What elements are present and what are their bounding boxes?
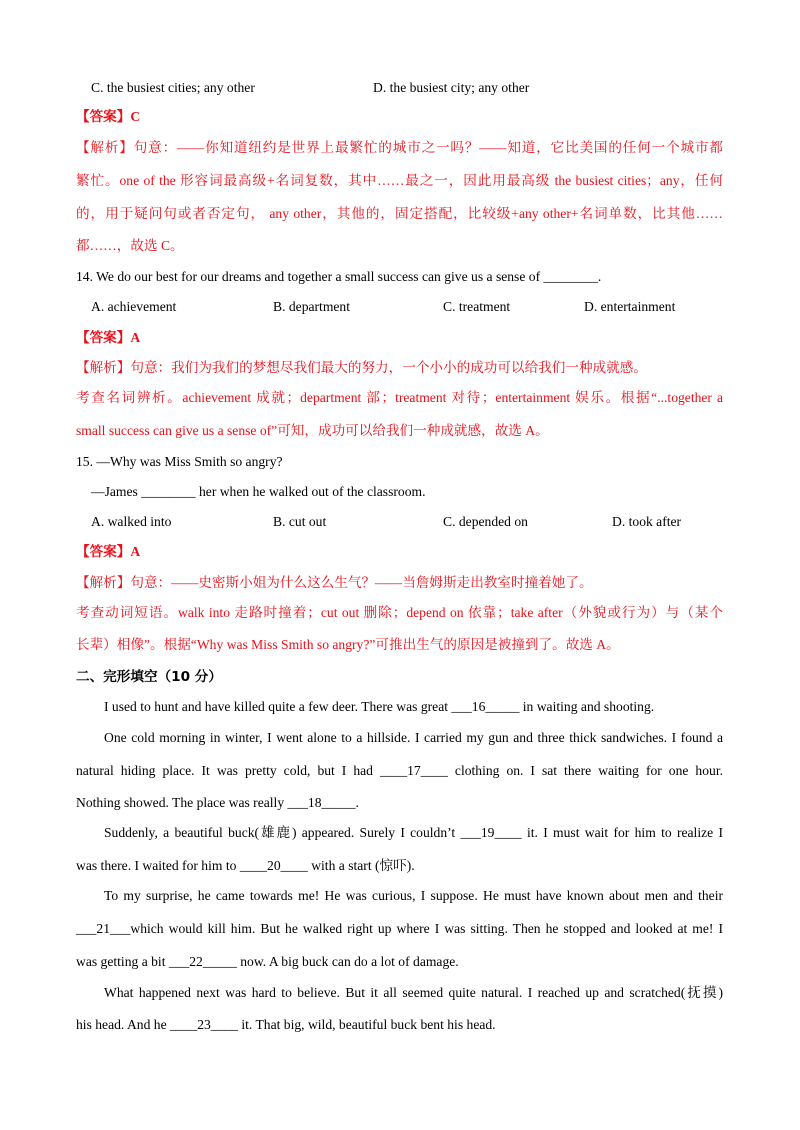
passage-line: was getting a bit ___22_____ now. A big buck can do a lot of damage.	[76, 954, 459, 969]
passage-line: I used to hunt and have killed quite a few deer. There was great ___16_____ in waiting and shooting.	[104, 699, 655, 714]
q14-analysis-line: 考查名词辨析。achievement 成就；department 部；treatment 对待；entertainment 娱乐。根据“...together a	[76, 390, 723, 405]
q13-option-c: C. the busiest cities; any other	[91, 80, 255, 95]
q15-analysis-line: 考查动词短语。walk into 走路时撞着；cut out 删除；depend on 依靠；take after（外貌或行为）与（某个	[76, 605, 723, 620]
q14-analysis-line: small success can give us a sense of”可知，成功可以给我们一种成就感，故选 A。	[76, 423, 549, 438]
passage-line: ___21___which would kill him. But he walked right up where I was sitting. Then he stopped and looked at me! I	[76, 921, 723, 936]
q15-stem: —James ________ her when he walked out of the classroom.	[91, 484, 426, 499]
passage-line: One cold morning in winter, I went alone to a hillside. I carried my gun and three thick sandwiches. I found a	[104, 730, 723, 745]
q13-analysis-line: 都……，故选 C。	[76, 238, 184, 253]
q15-analysis-line: 【解析】句意：——史密斯小姐为什么这么生气？——当詹姆斯走出教室时撞着她了。	[76, 575, 593, 590]
passage-line: was there. I waited for him to ____20____ with a start (惊吓).	[76, 858, 415, 873]
q13-analysis-line: 的，用于疑问句或者否定句， any other，其他的，固定搭配，比较级+any other+名词单数，比其他……	[76, 206, 723, 221]
q13-analysis-line: 繁忙。one of the 形容词最高级+名词复数，其中……最之一，因此用最高级 the busiest cities；any，任何	[76, 173, 723, 188]
q15-option-d: D. took after	[612, 514, 682, 529]
q14-stem: 14. We do our best for our dreams and together a small success can give us a sense of ________.	[76, 269, 602, 284]
q13-option-d: D. the busiest city; any other	[373, 80, 530, 95]
passage-line: To my surprise, he came towards me! He was curious, I suppose. He must have known about men and their	[104, 888, 723, 903]
q13-answer: 【答案】C	[76, 109, 141, 124]
passage-line: his head. And he ____23____ it. That big, wild, beautiful buck bent his head.	[76, 1017, 496, 1032]
passage-line: Nothing showed. The place was really ___18_____.	[76, 795, 359, 810]
q15-stem: 15. —Why was Miss Smith so angry?	[76, 454, 283, 469]
q14-option-b: B. department	[273, 299, 351, 314]
q15-option-b: B. cut out	[273, 514, 327, 529]
q14-answer: 【答案】A	[76, 330, 141, 345]
q15-option-c: C. depended on	[443, 514, 528, 529]
passage-line: natural hiding place. It was pretty cold, but I had ____17____ clothing on. I sat there waiting for one hour.	[76, 763, 723, 778]
passage-line: Suddenly, a beautiful buck(雄鹿) appeared. Surely I couldn’t ___19____ it. I must wait for him to realize I	[104, 825, 723, 840]
q14-option-c: C. treatment	[443, 299, 511, 314]
q14-analysis-line: 【解析】句意：我们为我们的梦想尽我们最大的努力，一个小小的成功可以给我们一种成就感。	[76, 360, 647, 375]
section-title: 二、完形填空（10 分）	[76, 669, 222, 685]
passage-line: What happened next was hard to believe. But it all seemed quite natural. I reached up and scratched(抚摸)	[104, 985, 723, 1000]
q14-option-d: D. entertainment	[584, 299, 676, 314]
q13-analysis-line: 【解析】句意：——你知道纽约是世界上最繁忙的城市之一吗？——知道，它比美国的任何一个城市都	[76, 140, 723, 155]
q15-option-a: A. walked into	[91, 514, 172, 529]
q14-option-a: A. achievement	[91, 299, 177, 314]
q15-answer: 【答案】A	[76, 544, 141, 559]
q15-analysis-line: 长辈）相像”。根据“Why was Miss Smith so angry?”可推出生气的原因是被撞到了。故选 A。	[76, 637, 620, 652]
